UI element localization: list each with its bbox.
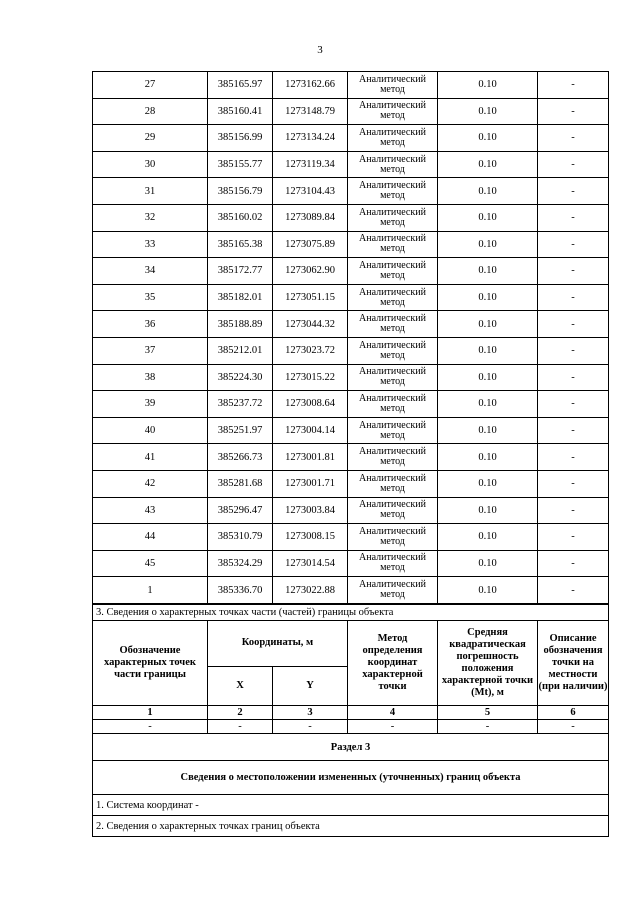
- error-mt: 0.10: [438, 231, 538, 258]
- method: Аналитический метод: [348, 284, 438, 311]
- coord-x: 385165.97: [208, 72, 273, 99]
- description: -: [538, 151, 609, 178]
- coord-x: 385310.79: [208, 524, 273, 551]
- header-description: Описание обозначения точки на местности (при наличии): [538, 621, 609, 706]
- razdel-subtitle: Сведения о местоположении измененных (уточненных) границ объекта: [93, 761, 609, 795]
- method: Аналитический метод: [348, 258, 438, 285]
- method: Аналитический метод: [348, 524, 438, 551]
- method: Аналитический метод: [348, 444, 438, 471]
- description: -: [538, 391, 609, 418]
- table-row: [93, 524, 609, 551]
- point-number: 28: [93, 98, 208, 125]
- point-number: 42: [93, 470, 208, 497]
- error-mt: 0.10: [438, 391, 538, 418]
- error-mt: 0.10: [438, 151, 538, 178]
- table-row: [93, 417, 609, 444]
- dash-cell: -: [538, 720, 609, 734]
- table-row: [93, 470, 609, 497]
- section3-table: [92, 604, 609, 837]
- method: Аналитический метод: [348, 204, 438, 231]
- description: -: [538, 364, 609, 391]
- table-row: [93, 337, 609, 364]
- point-number: 41: [93, 444, 208, 471]
- coord-y: 1273119.34: [273, 151, 348, 178]
- error-mt: 0.10: [438, 550, 538, 577]
- coordinate-system: 1. Система координат -: [93, 795, 609, 816]
- coord-y: 1273162.66: [273, 72, 348, 99]
- error-mt: 0.10: [438, 284, 538, 311]
- table-row: [93, 497, 609, 524]
- description: -: [538, 311, 609, 338]
- point-number: 36: [93, 311, 208, 338]
- point-number: 44: [93, 524, 208, 551]
- col-number: 2: [208, 706, 273, 720]
- method: Аналитический метод: [348, 577, 438, 604]
- description: -: [538, 550, 609, 577]
- dash-cell: -: [93, 720, 208, 734]
- col-number: 5: [438, 706, 538, 720]
- header-x: X: [208, 666, 273, 705]
- coord-y: 1273008.15: [273, 524, 348, 551]
- coord-y: 1273014.54: [273, 550, 348, 577]
- table-row: [93, 231, 609, 258]
- coord-x: 385296.47: [208, 497, 273, 524]
- error-mt: 0.10: [438, 72, 538, 99]
- header-designation: Обозначение характерных точек части границы: [93, 621, 208, 706]
- method: Аналитический метод: [348, 231, 438, 258]
- point-number: 43: [93, 497, 208, 524]
- section3-title: 3. Сведения о характерных точках части (частей) границы объекта: [93, 605, 609, 621]
- points-table: [92, 71, 609, 604]
- dash-cell: -: [438, 720, 538, 734]
- point-number: 32: [93, 204, 208, 231]
- method: Аналитический метод: [348, 417, 438, 444]
- description: -: [538, 72, 609, 99]
- error-mt: 0.10: [438, 364, 538, 391]
- description: -: [538, 470, 609, 497]
- description: -: [538, 497, 609, 524]
- error-mt: 0.10: [438, 577, 538, 604]
- point-number: 38: [93, 364, 208, 391]
- description: -: [538, 98, 609, 125]
- coord-y: 1273022.88: [273, 577, 348, 604]
- table-row: [93, 550, 609, 577]
- coord-y: 1273104.43: [273, 178, 348, 205]
- error-mt: 0.10: [438, 444, 538, 471]
- description: -: [538, 178, 609, 205]
- method: Аналитический метод: [348, 311, 438, 338]
- error-mt: 0.10: [438, 417, 538, 444]
- coord-x: 385160.41: [208, 98, 273, 125]
- table-row: [93, 204, 609, 231]
- dash-cell: -: [348, 720, 438, 734]
- col-number: 6: [538, 706, 609, 720]
- coord-x: 385212.01: [208, 337, 273, 364]
- description: -: [538, 284, 609, 311]
- point-number: 37: [93, 337, 208, 364]
- coord-x: 385324.29: [208, 550, 273, 577]
- method: Аналитический метод: [348, 98, 438, 125]
- point-number: 1: [93, 577, 208, 604]
- method: Аналитический метод: [348, 151, 438, 178]
- coord-x: 385160.02: [208, 204, 273, 231]
- coord-y: 1273075.89: [273, 231, 348, 258]
- description: -: [538, 231, 609, 258]
- table-row: [93, 284, 609, 311]
- method: Аналитический метод: [348, 178, 438, 205]
- error-mt: 0.10: [438, 258, 538, 285]
- coord-y: 1273062.90: [273, 258, 348, 285]
- coord-x: 385155.77: [208, 151, 273, 178]
- coord-x: 385237.72: [208, 391, 273, 418]
- point-number: 35: [93, 284, 208, 311]
- point-number: 34: [93, 258, 208, 285]
- description: -: [538, 337, 609, 364]
- method: Аналитический метод: [348, 391, 438, 418]
- point-number: 29: [93, 125, 208, 152]
- table-row: [93, 72, 609, 99]
- coord-y: 1273134.24: [273, 125, 348, 152]
- coord-y: 1273001.71: [273, 470, 348, 497]
- table-row: [93, 151, 609, 178]
- coord-y: 1273051.15: [273, 284, 348, 311]
- coord-x: 385336.70: [208, 577, 273, 604]
- error-mt: 0.10: [438, 204, 538, 231]
- coord-x: 385188.89: [208, 311, 273, 338]
- description: -: [538, 258, 609, 285]
- method: Аналитический метод: [348, 364, 438, 391]
- error-mt: 0.10: [438, 311, 538, 338]
- page-number: 3: [317, 44, 323, 56]
- coord-x: 385172.77: [208, 258, 273, 285]
- coord-x: 385266.73: [208, 444, 273, 471]
- header-method: Метод определения координат характерной точки: [348, 621, 438, 706]
- col-number: 1: [93, 706, 208, 720]
- point-number: 33: [93, 231, 208, 258]
- dash-cell: -: [208, 720, 273, 734]
- coord-y: 1273089.84: [273, 204, 348, 231]
- error-mt: 0.10: [438, 470, 538, 497]
- coord-x: 385224.30: [208, 364, 273, 391]
- razdel-title: Раздел 3: [93, 734, 609, 761]
- point-number: 31: [93, 178, 208, 205]
- table-row: [93, 98, 609, 125]
- header-y: Y: [273, 666, 348, 705]
- header-error: Средняя квадратическая погрешность положения характерной точки (Mt), м: [438, 621, 538, 706]
- description: -: [538, 125, 609, 152]
- table-row: [93, 125, 609, 152]
- error-mt: 0.10: [438, 524, 538, 551]
- point-number: 27: [93, 72, 208, 99]
- coord-y: 1273008.64: [273, 391, 348, 418]
- description: -: [538, 417, 609, 444]
- header-coords: Координаты, м: [208, 621, 348, 667]
- coord-x: 385165.38: [208, 231, 273, 258]
- error-mt: 0.10: [438, 497, 538, 524]
- point-number: 40: [93, 417, 208, 444]
- error-mt: 0.10: [438, 125, 538, 152]
- coord-y: 1273001.81: [273, 444, 348, 471]
- boundary-points-title: 2. Сведения о характерных точках границ объекта: [93, 816, 609, 837]
- dash-cell: -: [273, 720, 348, 734]
- table-row: [93, 178, 609, 205]
- method: Аналитический метод: [348, 72, 438, 99]
- coord-x: 385281.68: [208, 470, 273, 497]
- coord-y: 1273004.14: [273, 417, 348, 444]
- table-row: [93, 577, 609, 604]
- point-number: 30: [93, 151, 208, 178]
- method: Аналитический метод: [348, 497, 438, 524]
- table-row: [93, 391, 609, 418]
- table-row: [93, 258, 609, 285]
- coord-x: 385156.79: [208, 178, 273, 205]
- method: Аналитический метод: [348, 470, 438, 497]
- method: Аналитический метод: [348, 337, 438, 364]
- point-number: 45: [93, 550, 208, 577]
- col-number: 3: [273, 706, 348, 720]
- point-number: 39: [93, 391, 208, 418]
- method: Аналитический метод: [348, 125, 438, 152]
- coord-y: 1273015.22: [273, 364, 348, 391]
- coord-x: 385156.99: [208, 125, 273, 152]
- table-row: [93, 364, 609, 391]
- coord-y: 1273023.72: [273, 337, 348, 364]
- coord-y: 1273003.84: [273, 497, 348, 524]
- description: -: [538, 204, 609, 231]
- description: -: [538, 524, 609, 551]
- error-mt: 0.10: [438, 98, 538, 125]
- coord-y: 1273044.32: [273, 311, 348, 338]
- col-number: 4: [348, 706, 438, 720]
- table-row: [93, 311, 609, 338]
- coord-y: 1273148.79: [273, 98, 348, 125]
- description: -: [538, 444, 609, 471]
- method: Аналитический метод: [348, 550, 438, 577]
- table-row: [93, 444, 609, 471]
- coord-x: 385182.01: [208, 284, 273, 311]
- error-mt: 0.10: [438, 337, 538, 364]
- description: -: [538, 577, 609, 604]
- error-mt: 0.10: [438, 178, 538, 205]
- coord-x: 385251.97: [208, 417, 273, 444]
